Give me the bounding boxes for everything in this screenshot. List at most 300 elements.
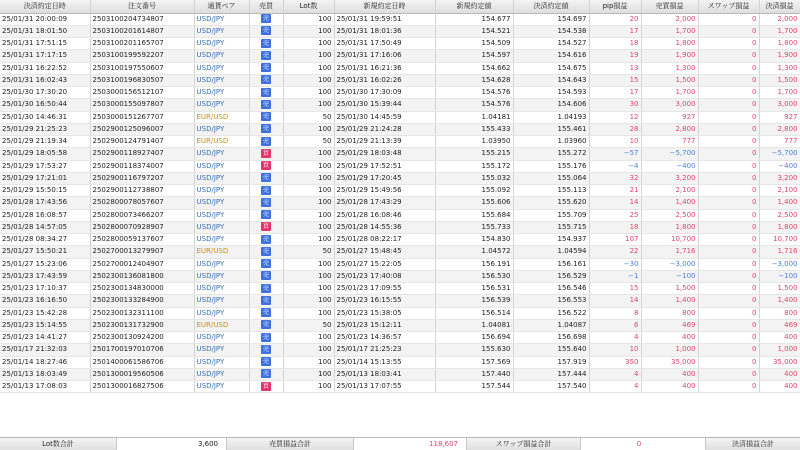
cell-lots: 100 xyxy=(283,87,334,99)
col-header-trade-pl[interactable]: 売買損益 xyxy=(641,0,698,13)
table-row[interactable] xyxy=(0,74,800,86)
cell-trade-pl: 2,500 xyxy=(641,209,698,221)
table-row[interactable] xyxy=(0,25,800,37)
col-header-lots[interactable]: Lot数 xyxy=(283,0,334,13)
buy-badge: 買 xyxy=(262,223,269,231)
cell-swap-pl: 0 xyxy=(698,209,759,221)
cell-total-pl: −3,000 xyxy=(759,258,800,270)
col-header-side[interactable]: 売買 xyxy=(249,0,283,13)
cell-order-no: 2502900118927407 xyxy=(90,148,194,160)
sell-badge: 売 xyxy=(262,309,269,317)
cell-trade-pl: −5,700 xyxy=(641,148,698,160)
sell-badge: 売 xyxy=(262,137,269,145)
cell-close-price: 156.553 xyxy=(513,295,589,307)
cell-side xyxy=(249,283,283,295)
cell-close-price: 157.540 xyxy=(513,381,589,393)
sell-badge: 売 xyxy=(262,235,269,243)
cell-lots: 100 xyxy=(283,62,334,74)
cell-close-price: 154.643 xyxy=(513,74,589,86)
cell-pair: USD/JPY xyxy=(194,99,249,111)
cell-close-price: 157.919 xyxy=(513,356,589,368)
cell-side xyxy=(249,197,283,209)
cell-pair: USD/JPY xyxy=(194,38,249,50)
cell-order-no: 2502900125096007 xyxy=(90,123,194,135)
cell-open-price: 156.539 xyxy=(435,295,513,307)
cell-pair: USD/JPY xyxy=(194,332,249,344)
cell-close-price: 155.640 xyxy=(513,344,589,356)
cell-lots: 50 xyxy=(283,246,334,258)
cell-lots: 100 xyxy=(283,99,334,111)
cell-pair: EUR/USD xyxy=(194,246,249,258)
table-row[interactable] xyxy=(0,172,800,184)
cell-lots: 100 xyxy=(283,356,334,368)
table-row[interactable] xyxy=(0,148,800,160)
cell-pips: 13 xyxy=(589,62,641,74)
cell-total-pl: −5,700 xyxy=(759,148,800,160)
table-row[interactable] xyxy=(0,221,800,233)
cell-open-time: 25/01/23 16:15:55 xyxy=(334,295,435,307)
cell-total-pl: 400 xyxy=(759,381,800,393)
buy-badge: 買 xyxy=(262,382,269,390)
sell-badge: 売 xyxy=(262,76,269,84)
table-row[interactable] xyxy=(0,111,800,123)
cell-order-no: 2502700012404907 xyxy=(90,258,194,270)
cell-close-time: 25/01/23 14:41:27 xyxy=(0,332,90,344)
cell-trade-pl: 927 xyxy=(641,111,698,123)
cell-open-time: 25/01/29 15:49:56 xyxy=(334,185,435,197)
cell-trade-pl: 35,000 xyxy=(641,356,698,368)
cell-lots: 100 xyxy=(283,221,334,233)
cell-side xyxy=(249,368,283,380)
table-row[interactable] xyxy=(0,234,800,246)
cell-total-pl: 1,300 xyxy=(759,62,800,74)
cell-close-price: 1.03960 xyxy=(513,136,589,148)
sell-badge: 売 xyxy=(262,39,269,47)
sell-badge: 売 xyxy=(262,370,269,378)
cell-swap-pl: 0 xyxy=(698,307,759,319)
cell-side xyxy=(249,74,283,86)
cell-order-no: 2502300130924200 xyxy=(90,332,194,344)
table-row[interactable] xyxy=(0,87,800,99)
cell-open-price: 155.630 xyxy=(435,344,513,356)
cell-pips: −57 xyxy=(589,148,641,160)
table-row[interactable] xyxy=(0,344,800,356)
cell-swap-pl: 0 xyxy=(698,332,759,344)
cell-trade-pl: 400 xyxy=(641,368,698,380)
table-row[interactable] xyxy=(0,332,800,344)
cell-trade-pl: 1,400 xyxy=(641,295,698,307)
col-header-pair[interactable]: 通貨ペア xyxy=(194,0,249,13)
cell-open-time: 25/01/31 19:59:51 xyxy=(334,13,435,25)
cell-open-time: 25/01/29 17:20:45 xyxy=(334,172,435,184)
cell-close-time: 25/01/28 14:57:05 xyxy=(0,221,90,233)
cell-open-price: 157.544 xyxy=(435,381,513,393)
table-row[interactable] xyxy=(0,160,800,172)
cell-side xyxy=(249,356,283,368)
cell-open-price: 154.509 xyxy=(435,38,513,50)
table-row[interactable] xyxy=(0,136,800,148)
totals-bar xyxy=(0,437,800,450)
col-header-order-no[interactable]: 注文番号 xyxy=(90,0,194,13)
cell-swap-pl: 0 xyxy=(698,38,759,50)
swap-total-value: 0 xyxy=(581,438,706,450)
cell-pips: 20 xyxy=(589,13,641,25)
cell-pips: 25 xyxy=(589,209,641,221)
col-header-total-pl[interactable]: 決済損益 xyxy=(759,0,800,13)
cell-order-no: 2502800059137607 xyxy=(90,234,194,246)
cell-lots: 100 xyxy=(283,234,334,246)
cell-total-pl: 1,800 xyxy=(759,38,800,50)
cell-close-price: 156.529 xyxy=(513,270,589,282)
cell-lots: 100 xyxy=(283,50,334,62)
cell-total-pl: 1,700 xyxy=(759,87,800,99)
settle-total-label: 決済損益合計 xyxy=(706,438,800,450)
cell-pips: 30 xyxy=(589,99,641,111)
cell-open-time: 25/01/28 08:22:17 xyxy=(334,234,435,246)
cell-pips: 17 xyxy=(589,25,641,37)
cell-pips: 14 xyxy=(589,295,641,307)
cell-pair: USD/JPY xyxy=(194,307,249,319)
cell-close-time: 25/01/27 15:23:06 xyxy=(0,258,90,270)
table-row[interactable] xyxy=(0,319,800,331)
cell-close-price: 154.697 xyxy=(513,13,589,25)
cell-side xyxy=(249,13,283,25)
cell-pips: 10 xyxy=(589,136,641,148)
cell-order-no: 2502900118374007 xyxy=(90,160,194,172)
table-row[interactable] xyxy=(0,13,800,25)
cell-order-no: 2502900116797207 xyxy=(90,172,194,184)
cell-pips: 28 xyxy=(589,123,641,135)
cell-side xyxy=(249,185,283,197)
cell-total-pl: 927 xyxy=(759,111,800,123)
cell-pair: USD/JPY xyxy=(194,356,249,368)
cell-open-price: 155.032 xyxy=(435,172,513,184)
cell-close-price: 155.272 xyxy=(513,148,589,160)
cell-side xyxy=(249,332,283,344)
cell-lots: 100 xyxy=(283,123,334,135)
cell-total-pl: 1,400 xyxy=(759,295,800,307)
cell-order-no: 2502300134830000 xyxy=(90,283,194,295)
cell-side xyxy=(249,307,283,319)
cell-close-price: 156.522 xyxy=(513,307,589,319)
table-row[interactable] xyxy=(0,307,800,319)
table-row[interactable] xyxy=(0,185,800,197)
cell-close-time: 25/01/28 16:08:57 xyxy=(0,209,90,221)
cell-close-price: 154.616 xyxy=(513,50,589,62)
cell-side xyxy=(249,62,283,74)
cell-side xyxy=(249,38,283,50)
cell-pips: 350 xyxy=(589,356,641,368)
cell-pair: USD/JPY xyxy=(194,25,249,37)
cell-swap-pl: 0 xyxy=(698,283,759,295)
cell-close-time: 25/01/31 16:22:52 xyxy=(0,62,90,74)
table-row[interactable] xyxy=(0,209,800,221)
cell-pair: USD/JPY xyxy=(194,87,249,99)
cell-open-price: 156.530 xyxy=(435,270,513,282)
cell-close-time: 25/01/31 18:01:50 xyxy=(0,25,90,37)
table-row[interactable] xyxy=(0,258,800,270)
table-row[interactable] xyxy=(0,62,800,74)
cell-order-no: 2502300136081800 xyxy=(90,270,194,282)
cell-trade-pl: 469 xyxy=(641,319,698,331)
cell-trade-pl: 1,900 xyxy=(641,50,698,62)
cell-close-time: 25/01/13 18:03:49 xyxy=(0,368,90,380)
cell-pair: USD/JPY xyxy=(194,185,249,197)
cell-open-time: 25/01/14 15:13:55 xyxy=(334,356,435,368)
cell-order-no: 2502800073466207 xyxy=(90,209,194,221)
cell-side xyxy=(249,123,283,135)
cell-close-price: 154.593 xyxy=(513,87,589,99)
cell-side xyxy=(249,319,283,331)
cell-order-no: 2503100197550607 xyxy=(90,62,194,74)
cell-pips: 6 xyxy=(589,319,641,331)
cell-swap-pl: 0 xyxy=(698,258,759,270)
cell-open-price: 154.521 xyxy=(435,25,513,37)
cell-order-no: 2503100201165707 xyxy=(90,38,194,50)
cell-trade-pl: 1,800 xyxy=(641,38,698,50)
cell-open-price: 154.576 xyxy=(435,99,513,111)
cell-close-price: 154.606 xyxy=(513,99,589,111)
cell-total-pl: 1,500 xyxy=(759,283,800,295)
cell-pair: USD/JPY xyxy=(194,148,249,160)
cell-close-time: 25/01/29 21:25:23 xyxy=(0,123,90,135)
cell-order-no: 2503000156512107 xyxy=(90,87,194,99)
cell-side xyxy=(249,148,283,160)
cell-trade-pl: 3,000 xyxy=(641,99,698,111)
cell-total-pl: 1,400 xyxy=(759,197,800,209)
cell-pips: 21 xyxy=(589,185,641,197)
cell-open-price: 154.576 xyxy=(435,87,513,99)
cell-trade-pl: 1,500 xyxy=(641,283,698,295)
cell-pair: EUR/USD xyxy=(194,111,249,123)
cell-close-time: 25/01/13 17:08:03 xyxy=(0,381,90,393)
cell-swap-pl: 0 xyxy=(698,185,759,197)
cell-side xyxy=(249,87,283,99)
cell-lots: 100 xyxy=(283,344,334,356)
cell-trade-pl: 777 xyxy=(641,136,698,148)
cell-open-time: 25/01/23 15:38:05 xyxy=(334,307,435,319)
cell-close-time: 25/01/30 17:30:20 xyxy=(0,87,90,99)
cell-close-price: 154.675 xyxy=(513,62,589,74)
cell-open-price: 156.694 xyxy=(435,332,513,344)
lot-total-label: Lot数合計 xyxy=(0,438,117,450)
cell-lots: 50 xyxy=(283,111,334,123)
cell-pair: USD/JPY xyxy=(194,160,249,172)
cell-lots: 100 xyxy=(283,185,334,197)
cell-order-no: 2502700013279907 xyxy=(90,246,194,258)
cell-open-time: 25/01/29 17:52:51 xyxy=(334,160,435,172)
cell-pips: 18 xyxy=(589,38,641,50)
cell-pair: EUR/USD xyxy=(194,136,249,148)
cell-lots: 100 xyxy=(283,258,334,270)
table-row[interactable] xyxy=(0,197,800,209)
cell-swap-pl: 0 xyxy=(698,50,759,62)
cell-side xyxy=(249,99,283,111)
table-row[interactable] xyxy=(0,283,800,295)
cell-total-pl: 1,716 xyxy=(759,246,800,258)
cell-total-pl: 2,100 xyxy=(759,185,800,197)
table-row[interactable] xyxy=(0,368,800,380)
cell-pips: 18 xyxy=(589,221,641,233)
cell-open-price: 154.597 xyxy=(435,50,513,62)
sell-badge: 売 xyxy=(262,260,269,268)
table-row[interactable] xyxy=(0,38,800,50)
cell-open-time: 25/01/28 14:55:36 xyxy=(334,221,435,233)
cell-total-pl: 1,000 xyxy=(759,344,800,356)
cell-open-time: 25/01/29 21:24:28 xyxy=(334,123,435,135)
cell-order-no: 2501400061586706 xyxy=(90,356,194,368)
cell-order-no: 2502900124791407 xyxy=(90,136,194,148)
cell-swap-pl: 0 xyxy=(698,160,759,172)
cell-open-price: 154.628 xyxy=(435,74,513,86)
cell-open-time: 25/01/23 17:40:08 xyxy=(334,270,435,282)
cell-close-price: 155.620 xyxy=(513,197,589,209)
sell-badge: 売 xyxy=(262,51,269,59)
table-row[interactable] xyxy=(0,246,800,258)
table-row[interactable] xyxy=(0,50,800,62)
cell-close-time: 25/01/29 21:19:34 xyxy=(0,136,90,148)
cell-total-pl: 400 xyxy=(759,368,800,380)
cell-open-time: 25/01/29 21:13:39 xyxy=(334,136,435,148)
cell-side xyxy=(249,270,283,282)
cell-lots: 100 xyxy=(283,209,334,221)
cell-side xyxy=(249,246,283,258)
cell-total-pl: 1,700 xyxy=(759,25,800,37)
cell-total-pl: −400 xyxy=(759,160,800,172)
table-row[interactable] xyxy=(0,123,800,135)
cell-order-no: 2503100204734807 xyxy=(90,13,194,25)
cell-swap-pl: 0 xyxy=(698,13,759,25)
cell-total-pl: 469 xyxy=(759,319,800,331)
cell-open-price: 155.684 xyxy=(435,209,513,221)
cell-close-price: 154.538 xyxy=(513,25,589,37)
cell-total-pl: 777 xyxy=(759,136,800,148)
cell-swap-pl: 0 xyxy=(698,356,759,368)
cell-pair: USD/JPY xyxy=(194,368,249,380)
cell-lots: 100 xyxy=(283,332,334,344)
cell-lots: 100 xyxy=(283,148,334,160)
cell-open-price: 155.733 xyxy=(435,221,513,233)
cell-open-time: 25/01/27 15:48:45 xyxy=(334,246,435,258)
col-header-close-time[interactable]: 決済約定日時 xyxy=(0,0,90,13)
cell-trade-pl: −400 xyxy=(641,160,698,172)
cell-close-price: 1.04193 xyxy=(513,111,589,123)
cell-total-pl: 2,500 xyxy=(759,209,800,221)
cell-open-price: 156.514 xyxy=(435,307,513,319)
sell-badge: 売 xyxy=(262,211,269,219)
cell-pips: 8 xyxy=(589,307,641,319)
sell-badge: 売 xyxy=(262,321,269,329)
cell-pair: USD/JPY xyxy=(194,258,249,270)
cell-close-time: 25/01/28 08:34:27 xyxy=(0,234,90,246)
cell-close-price: 156.161 xyxy=(513,258,589,270)
table-row[interactable] xyxy=(0,381,800,393)
cell-open-time: 25/01/23 15:12:11 xyxy=(334,319,435,331)
cell-close-time: 25/01/29 17:53:27 xyxy=(0,160,90,172)
cell-open-price: 155.215 xyxy=(435,148,513,160)
cell-open-time: 25/01/28 17:43:29 xyxy=(334,197,435,209)
sell-badge: 売 xyxy=(262,64,269,72)
cell-lots: 100 xyxy=(283,13,334,25)
col-header-pips[interactable]: pip損益 xyxy=(589,0,641,13)
cell-order-no: 2502300131732900 xyxy=(90,319,194,331)
sell-badge: 売 xyxy=(262,125,269,133)
trade-total-label: 売買損益合計 xyxy=(227,438,354,450)
table-row[interactable] xyxy=(0,356,800,368)
cell-open-time: 25/01/13 18:03:41 xyxy=(334,368,435,380)
header-row xyxy=(0,0,800,13)
cell-total-pl: 1,500 xyxy=(759,74,800,86)
cell-trade-pl: 1,700 xyxy=(641,25,698,37)
cell-open-time: 25/01/30 14:45:59 xyxy=(334,111,435,123)
col-header-open-price[interactable]: 新規約定値 xyxy=(435,0,513,13)
cell-open-time: 25/01/27 15:22:05 xyxy=(334,258,435,270)
cell-open-price: 154.830 xyxy=(435,234,513,246)
cell-trade-pl: −100 xyxy=(641,270,698,282)
cell-order-no: 2502300132311100 xyxy=(90,307,194,319)
sell-badge: 売 xyxy=(262,186,269,194)
col-header-close-price[interactable]: 決済約定値 xyxy=(513,0,589,13)
cell-open-price: 157.440 xyxy=(435,368,513,380)
cell-open-time: 25/01/31 17:16:06 xyxy=(334,50,435,62)
cell-order-no: 2503100196830507 xyxy=(90,74,194,86)
swap-total-label: スワップ損益合計 xyxy=(467,438,581,450)
cell-close-time: 25/01/30 14:46:31 xyxy=(0,111,90,123)
table-row[interactable] xyxy=(0,270,800,282)
cell-swap-pl: 0 xyxy=(698,221,759,233)
cell-trade-pl: 1,716 xyxy=(641,246,698,258)
cell-close-price: 155.113 xyxy=(513,185,589,197)
cell-trade-pl: 400 xyxy=(641,332,698,344)
cell-trade-pl: 1,000 xyxy=(641,344,698,356)
cell-lots: 50 xyxy=(283,319,334,331)
cell-close-price: 155.709 xyxy=(513,209,589,221)
cell-pair: USD/JPY xyxy=(194,172,249,184)
cell-trade-pl: 1,300 xyxy=(641,62,698,74)
cell-pair: USD/JPY xyxy=(194,381,249,393)
cell-trade-pl: 1,800 xyxy=(641,221,698,233)
table-row[interactable] xyxy=(0,99,800,111)
cell-trade-pl: 3,200 xyxy=(641,172,698,184)
cell-open-price: 1.04572 xyxy=(435,246,513,258)
sell-badge: 売 xyxy=(262,333,269,341)
cell-order-no: 2502800070928907 xyxy=(90,221,194,233)
cell-swap-pl: 0 xyxy=(698,99,759,111)
cell-side xyxy=(249,50,283,62)
col-header-swap-pl[interactable]: スワップ損益 xyxy=(698,0,759,13)
cell-close-time: 25/01/31 16:02:43 xyxy=(0,74,90,86)
cell-close-time: 25/01/17 21:32:03 xyxy=(0,344,90,356)
cell-lots: 100 xyxy=(283,307,334,319)
cell-side xyxy=(249,25,283,37)
cell-pips: 12 xyxy=(589,111,641,123)
cell-open-time: 25/01/29 18:03:48 xyxy=(334,148,435,160)
cell-side xyxy=(249,381,283,393)
cell-close-price: 155.461 xyxy=(513,123,589,135)
cell-trade-pl: 1,400 xyxy=(641,197,698,209)
cell-swap-pl: 0 xyxy=(698,148,759,160)
cell-side xyxy=(249,234,283,246)
cell-close-price: 154.937 xyxy=(513,234,589,246)
cell-side xyxy=(249,344,283,356)
cell-pair: USD/JPY xyxy=(194,74,249,86)
col-header-open-time[interactable]: 新規約定日時 xyxy=(334,0,435,13)
sell-badge: 売 xyxy=(262,296,269,304)
trade-total-value: 118,607 xyxy=(354,438,467,450)
cell-order-no: 2502800078057607 xyxy=(90,197,194,209)
table-row[interactable] xyxy=(0,295,800,307)
cell-open-price: 1.04081 xyxy=(435,319,513,331)
